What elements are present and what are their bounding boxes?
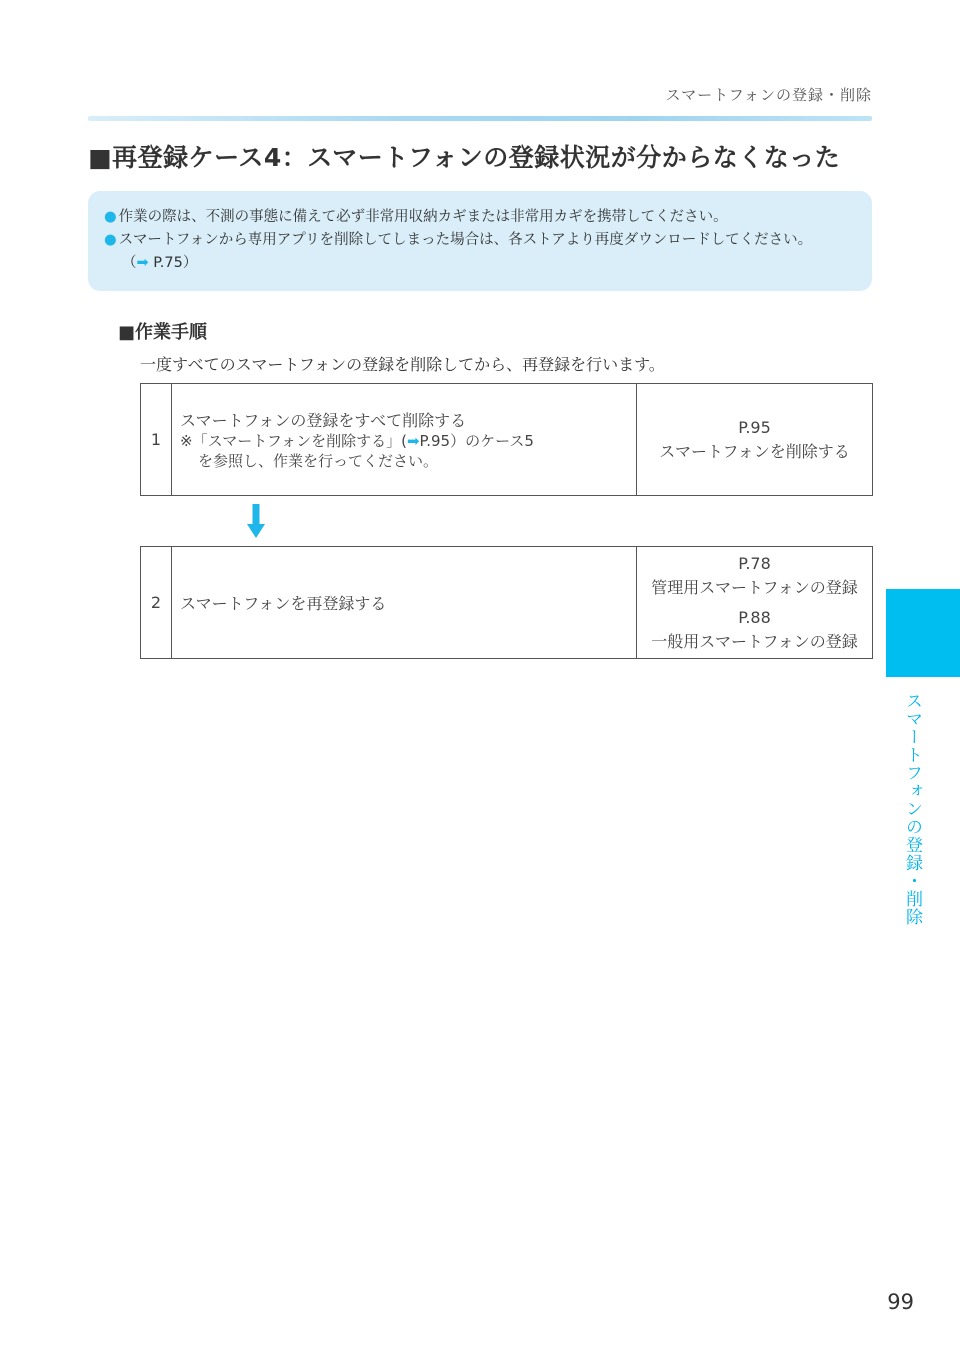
note-item-1: [104, 206, 860, 229]
page-title: ■再登録ケース4：スマートフォンの登録状況が分からなくなった: [88, 143, 841, 172]
step-description: [172, 384, 637, 496]
step-note-ref[interactable]: P.95: [419, 432, 451, 450]
chapter-tab: [886, 589, 960, 677]
right-arrow-icon: ➡: [136, 255, 149, 271]
step-note-post: ）のケース5: [450, 432, 534, 450]
step-note-line2: を参照し、作業を行ってください。: [198, 452, 439, 470]
section-heading: ■作業手順: [118, 322, 208, 343]
header-rule: [88, 116, 872, 121]
reference-page[interactable]: P.78: [738, 553, 771, 573]
note-item-2: [104, 229, 860, 252]
step-main-text: スマートフォンを再登録する: [180, 594, 387, 613]
step-main-text: スマートフォンの登録をすべて削除する: [180, 411, 467, 430]
reference-label: 一般用スマートフォンの登録: [651, 631, 858, 651]
bullet-icon: ●: [104, 209, 117, 225]
right-arrow-icon: ➡: [406, 432, 420, 450]
step-description: [172, 547, 637, 659]
note-text-1: 作業の際は、不測の事態に備えて必ず非常用収納カギまたは非常用カギを携帯してください。: [118, 209, 728, 225]
bullet-icon: ●: [104, 232, 117, 248]
step-table-2: [140, 546, 873, 659]
step-number: 1: [141, 384, 172, 496]
note-page-ref[interactable]: （➡ P.75）: [122, 255, 198, 271]
table-row: [141, 547, 873, 659]
step-table-1: [140, 383, 873, 496]
step-note-pre: ※「スマートフォンを削除する」(: [180, 432, 407, 450]
page-number: 99: [887, 1290, 914, 1314]
step-reference: [637, 384, 873, 496]
reference-page[interactable]: P.95: [738, 417, 771, 437]
down-arrow-icon: [247, 504, 265, 538]
step-reference: [637, 547, 873, 659]
reference-label: スマートフォンを削除する: [659, 441, 850, 461]
notes-box: [88, 191, 872, 291]
table-row: [141, 384, 873, 496]
reference-page[interactable]: P.88: [738, 607, 771, 627]
note-ref-page: P.75: [153, 255, 183, 271]
step-note: [180, 431, 628, 451]
chapter-tab-label: スマートフォンの登録・削除: [902, 692, 922, 926]
note-text-2: スマートフォンから専用アプリを削除してしまった場合は、各ストアより再度ダウンロードしてください。: [118, 232, 813, 248]
section-intro: 一度すべてのスマートフォンの登録を削除してから、再登録を行います。: [140, 355, 665, 374]
step-number: 2: [141, 547, 172, 659]
reference-label: 管理用スマートフォンの登録: [651, 577, 858, 597]
running-header: スマートフォンの登録・削除: [665, 86, 872, 104]
